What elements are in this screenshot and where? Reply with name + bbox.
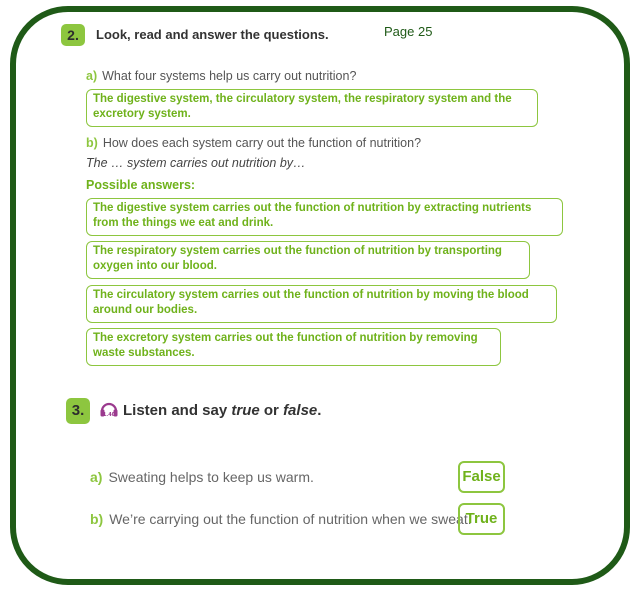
answer-b-box: The circulatory system carries out the function of nutrition by moving the blood around our bodies. (86, 285, 557, 323)
question-a-text: What four systems help us carry out nutrition? (102, 69, 357, 83)
statement-b-label: b) (90, 511, 104, 527)
exercise-2-number: 2. (61, 24, 85, 46)
answer-true-box: True (458, 503, 505, 535)
question-b-label: b) (86, 136, 98, 150)
question-a (86, 69, 356, 83)
statement-b (90, 511, 472, 527)
exercise-3-heading (123, 402, 321, 419)
exercise-3-number: 3. (66, 398, 90, 424)
question-a-label: a) (86, 69, 98, 83)
answer-false-box: False (458, 461, 505, 493)
statement-b-text: We’re carrying out the function of nutrition when we sweat. (109, 511, 472, 527)
heading-text-2: or (259, 402, 284, 419)
answer-b-box: The excretory system carries out the function of nutrition by removing waste substances. (86, 328, 501, 366)
headphones-icon (99, 399, 119, 419)
statement-a-label: a) (90, 469, 103, 485)
exercise-2-heading: Look, read and answer the questions. (96, 27, 329, 42)
heading-false-word: false (283, 402, 318, 419)
heading-text-1: Listen and say (123, 402, 232, 419)
audio-track-number: 1.40 (102, 412, 116, 418)
possible-answers-label: Possible answers: (86, 178, 196, 192)
answer-a-box: The digestive system, the circulatory system, the respiratory system and the excretory system. (86, 89, 538, 127)
page-note: Page 25 (384, 24, 433, 39)
answer-b-box: The respiratory system carries out the function of nutrition by transporting oxygen into our blood. (86, 241, 530, 279)
statement-a (90, 469, 314, 485)
heading-text-3: . (317, 402, 322, 419)
model-sentence: The … system carries out nutrition by… (86, 156, 306, 170)
question-b-text: How does each system carry out the function of nutrition? (102, 136, 422, 150)
heading-true-word: true (231, 402, 260, 419)
question-b (86, 136, 421, 150)
statement-a-text: Sweating helps to keep us warm. (108, 469, 314, 485)
answer-b-box: The digestive system carries out the function of nutrition by extracting nutrients from the things we eat and drink. (86, 198, 563, 236)
